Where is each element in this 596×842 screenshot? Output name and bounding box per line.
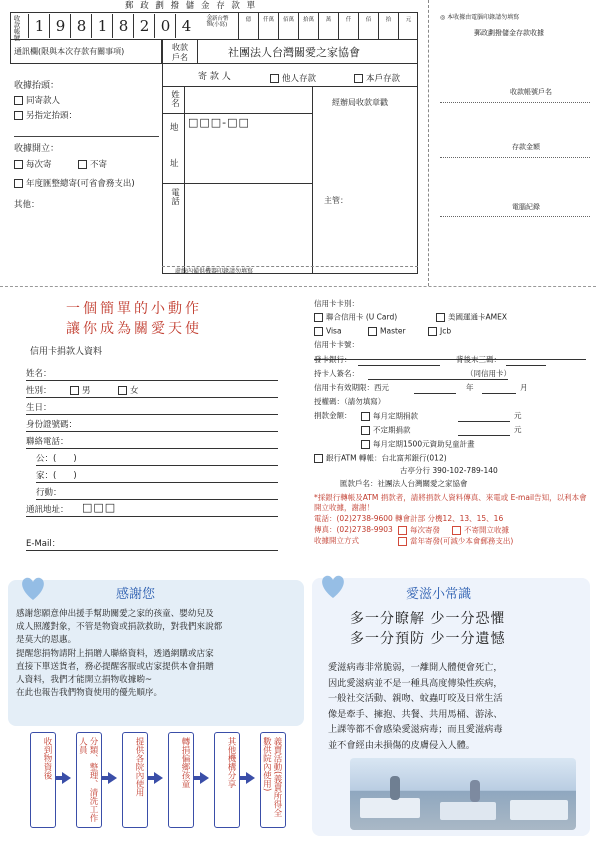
atm-note: *採銀行轉帳及ATM 捐款者，請將捐款人資料傳真、來電或 E-mail告知，以利本會開立收據，謝謝！: [314, 493, 587, 512]
receipt-col-line-2: [440, 157, 590, 158]
card-receipt-each-text: 每次寄發: [410, 525, 440, 535]
account-digit: 8: [70, 14, 92, 38]
depositor-box: [162, 64, 418, 274]
amount-unit-cell[interactable]: [278, 12, 298, 40]
amount-irregular-checkbox[interactable]: [361, 426, 370, 435]
aids-slogan-2: 多一分預防 少一分遺憾: [350, 631, 506, 647]
deduct-same[interactable]: [14, 96, 60, 106]
card-type-amex[interactable]: [436, 313, 507, 322]
receipt-year[interactable]: [14, 179, 135, 189]
thanks-body: [16, 608, 300, 700]
personal-field-label: 行動：: [36, 486, 66, 498]
yuan-2: 元: [514, 425, 522, 434]
amount-monthly-line[interactable]: [458, 421, 510, 422]
amount-monthly-checkbox[interactable]: [361, 412, 370, 421]
personal-field-row[interactable]: [36, 451, 278, 466]
receipt-each-opt[interactable]: [398, 526, 440, 535]
amount-unit-cell[interactable]: [258, 12, 278, 40]
personal-field-row[interactable]: [36, 485, 278, 500]
comm-label: 通訊欄(限與本次存款有關事項): [14, 47, 125, 56]
flow-step: 義賣活動(義賣所得全數供院內使用): [260, 732, 286, 828]
address-hline: [162, 183, 312, 184]
personal-field-label: 生日：: [26, 401, 56, 413]
aids-line: 一般社交活動、親吻、蚊蟲叮咬及日常生活: [328, 693, 503, 704]
thanks-line: 直接下單送貨者，務必提醒客服或店家提供本會捐贈: [16, 661, 214, 672]
depositor-vline: [184, 86, 185, 274]
personal-checkbox[interactable]: [270, 74, 279, 83]
self-checkbox[interactable]: [354, 74, 363, 83]
amount-unit-label: 佰萬: [282, 17, 294, 23]
amount-unit-cell[interactable]: [298, 12, 318, 40]
amount-child-text: 每月定期1500元資助兒童計畫: [373, 439, 475, 449]
stamp-label: 經辦局收款章戳: [332, 98, 388, 107]
auth-label: 授權碼：（請勿填寫）: [314, 397, 386, 406]
account-digit: 2: [133, 14, 155, 38]
photo-bed-2: [440, 802, 496, 820]
hospital-photo: [350, 758, 576, 830]
deduct-same-checkbox[interactable]: [14, 96, 23, 105]
depositor-label: 寄 款 人: [198, 72, 231, 82]
deduct-other-text: 另指定抬頭：: [26, 111, 78, 121]
addr-postal-boxes[interactable]: □□□: [82, 501, 117, 514]
receipt-col-payee: 收款帳號戶名: [510, 88, 552, 96]
photo-person-2: [470, 780, 480, 802]
card-no-label: 信用卡卡號：: [314, 340, 359, 349]
deduct-other-line: [14, 136, 159, 137]
account-digit: 1: [28, 14, 50, 38]
address-label-2: 址: [170, 159, 179, 169]
aids-slogan-1: 多一分瞭解 少一分恐懼: [350, 611, 506, 627]
receipt-none[interactable]: [78, 160, 107, 170]
amount-label: 金額: [205, 14, 212, 26]
card-receipt-none-text: 不寄開立收據: [464, 525, 509, 535]
amex-text: 美國運通卡AMEX: [448, 312, 507, 322]
thanks-title: 感謝您: [116, 587, 156, 602]
amount-label: 捐款金額：: [314, 411, 352, 420]
account-digit: 1: [91, 14, 113, 38]
master-text: Master: [380, 326, 406, 336]
aids-body: [328, 660, 584, 753]
supervisor-label: 主管：: [324, 196, 348, 205]
machine-note: ◎ 本收據由電腦印錄請勿填寫: [440, 14, 520, 21]
thanks-line: 人資料，我們才能開立捐物收據喲~: [16, 675, 153, 686]
phone-line: 電話：(02)2738-9600 轉會計部 分機12、13、15、16: [314, 514, 504, 523]
personal-field-label: E-Mail：: [26, 537, 64, 549]
flow-arrow-icon: [62, 772, 71, 784]
personal-text: 他人存款: [282, 74, 317, 84]
slogan-1: 一個簡單的小動作: [66, 301, 202, 317]
amount-child-checkbox[interactable]: [361, 440, 370, 449]
month-label: 月: [520, 383, 528, 392]
aids-line: 並不會經由未損傷的皮膚侵入人體。: [328, 739, 475, 751]
receipt-col-line-1: [440, 102, 590, 103]
personal-field-row[interactable]: [26, 502, 278, 517]
fax-line: 傳真：(02)2738-9903: [314, 525, 393, 534]
atm-text: 銀行ATM 轉帳：台北富邦銀行(012): [326, 453, 447, 463]
aids-line: 愛滋病毒非常脆弱，一離開人體便會死亡，: [328, 662, 503, 673]
photo-bed-3: [510, 800, 568, 820]
flow-step: 提供各院內使用: [122, 732, 148, 828]
heart-icon-right: [318, 572, 348, 600]
gender-checkbox[interactable]: [118, 386, 127, 395]
personal-field-row[interactable]: [26, 536, 278, 551]
account-digit: 9: [49, 14, 71, 38]
gender-option[interactable]: [70, 384, 91, 396]
holder-sign-line[interactable]: [368, 379, 508, 380]
photo-bed-1: [360, 798, 420, 818]
payee-divider: [197, 40, 198, 64]
depositor-vline-2: [312, 86, 313, 274]
amount-unit-label: 佰: [365, 17, 372, 23]
amount-unit-label: 萬: [325, 17, 332, 23]
personal-field-label: 性別：: [26, 384, 56, 396]
perforation-line: [428, 0, 429, 286]
visa-text: Visa: [326, 326, 342, 336]
card-receipt-each-checkbox[interactable]: [398, 526, 407, 535]
receipt-none-checkbox[interactable]: [78, 160, 87, 169]
receipt-method: 收據開立方式: [314, 536, 359, 545]
account-digit: 0: [154, 14, 176, 38]
amount-sub: 新台幣(小寫): [212, 16, 229, 29]
depositor-self[interactable]: [354, 74, 400, 84]
amount-monthly[interactable]: [361, 412, 418, 421]
gender-text: 女: [130, 386, 139, 396]
flow-arrow-icon: [108, 772, 117, 784]
photo-person: [390, 776, 400, 800]
thanks-line: 感謝您願意伸出援手幫助關愛之家的孩童、嬰幼兒及: [16, 609, 214, 619]
other-label: 其他：: [14, 200, 40, 210]
amount-unit-label: 元: [405, 17, 412, 23]
thanks-line: 是莫大的恩惠。: [16, 635, 77, 646]
slip-header-title: 郵 政 劃 撥 儲 金 存 款 單: [125, 1, 258, 11]
name-label: 姓名: [169, 90, 180, 107]
personal-title: 信用卡捐款人資料: [30, 347, 103, 357]
atm-checkbox[interactable]: [314, 454, 323, 463]
depositor-hline: [162, 86, 418, 87]
amount-monthly-text: 每月定期捐款: [373, 411, 418, 421]
card-receipt-none-checkbox[interactable]: [452, 526, 461, 535]
ucard-text: 聯合信用卡 (U Card): [326, 312, 398, 322]
amount-unit-cell[interactable]: [238, 12, 258, 40]
postal-slip: [0, 0, 596, 290]
personal-field-row[interactable]: [26, 417, 278, 432]
jcb-text: Jcb: [440, 326, 452, 336]
amount-irregular[interactable]: [361, 426, 411, 435]
holder-sign-label: 持卡人簽名：: [314, 369, 359, 378]
aids-line: 上課等都不會感染愛滋病毒；而且愛滋病毒: [328, 724, 503, 735]
slip-bottom-dash: [162, 266, 418, 267]
same-card-note: （同信用卡）: [466, 369, 511, 378]
amount-irregular-line[interactable]: [458, 435, 510, 436]
thanks-line: 提醒您捐物請附上捐贈人聯絡資料，透過網購或店家: [16, 648, 214, 659]
personal-field-label: 身份證號碼：: [26, 418, 81, 430]
card-type-visa[interactable]: [314, 327, 342, 336]
amount-unit-label: 拾萬: [302, 17, 314, 23]
thanks-line: 成人照護對象，不管是物資或捐款救助，對我們來說都: [16, 622, 223, 633]
jcb-checkbox[interactable]: [428, 327, 437, 336]
amount-irregular-text: 不定期捐款: [373, 425, 411, 435]
slip-bottom-note: 虛線內備供機器印錄請勿填寫: [175, 268, 254, 275]
amount-unit-cell[interactable]: [358, 12, 378, 40]
personal-field-label: 聯絡電話：: [26, 435, 73, 447]
receipt-year-checkbox[interactable]: [14, 179, 23, 188]
card-form-right: [306, 290, 596, 560]
receipt-each-checkbox[interactable]: [14, 160, 23, 169]
flow-arrow-icon: [154, 772, 163, 784]
personal-field-label: 姓名：: [26, 367, 56, 379]
flow-arrow-icon: [246, 772, 255, 784]
flow-step: 轉捐偏鄉孩童: [168, 732, 194, 828]
atm-branch: 古亭分行 390-102-789-140: [400, 466, 498, 475]
visa-checkbox[interactable]: [314, 327, 323, 336]
card-receipt-year-checkbox[interactable]: [398, 537, 407, 546]
issuer-label: 發卡銀行：: [314, 355, 352, 364]
expiry-month-line[interactable]: [482, 393, 516, 394]
slogan-2: 讓你成為關愛天使: [66, 321, 202, 337]
deduct-other[interactable]: [14, 111, 77, 121]
address-label-1: 地: [170, 123, 179, 133]
personal-field-label: 公：( ): [36, 452, 81, 464]
gender-checkbox[interactable]: [70, 386, 79, 395]
card-receipt-year-text: 當年寄發(可減少本會郵務支出): [410, 536, 514, 546]
donation-flow: [10, 728, 300, 836]
account-digit: 8: [112, 14, 134, 38]
receipt-col-record: 電腦紀錄: [512, 203, 540, 211]
depositor-personal[interactable]: [270, 74, 316, 84]
receipt-each-text: 每次寄: [26, 160, 52, 170]
receipt-none-opt[interactable]: [452, 526, 509, 535]
aids-title: 愛滋小常識: [406, 587, 472, 602]
personal-field-row[interactable]: [26, 400, 278, 415]
phone-label: 電話: [169, 188, 180, 205]
amount-unit-label: 億: [245, 17, 252, 23]
amount-unit-label: 拾: [385, 17, 392, 23]
flow-step: 分類、整理、清洗工作人員: [76, 732, 102, 828]
back-code-label: 背後末三碼：: [456, 355, 501, 364]
amount-unit-label: 仟萬: [262, 17, 274, 23]
card-type-master[interactable]: [368, 327, 406, 336]
card-type-title: 信用卡卡別：: [314, 299, 359, 308]
card-no-line[interactable]: [314, 359, 586, 360]
year-label: 年: [466, 383, 474, 392]
atm-account-name: 匯款戶名：社團法人台灣關愛之家協會: [340, 479, 468, 488]
gender-text: 男: [82, 386, 91, 396]
receipt-year-text: 年度匯整總寄(可省會務支出): [26, 179, 135, 189]
personal-field-row[interactable]: [26, 366, 278, 381]
payee-name: 社團法人台灣關愛之家協會: [228, 46, 360, 59]
deduct-same-text: 同寄款人: [26, 96, 61, 106]
atm-label[interactable]: [314, 454, 447, 463]
personal-field-row[interactable]: [36, 468, 278, 483]
back-code-line[interactable]: [506, 365, 546, 366]
amount-unit-cell[interactable]: [378, 12, 398, 40]
postal-boxes[interactable]: □□□-□□: [188, 116, 250, 129]
name-hline: [162, 113, 312, 114]
amount-unit-cell[interactable]: [338, 12, 358, 40]
thanks-line: 在此也報告我們物資使用的優先順序。: [16, 688, 163, 699]
yuan-1: 元: [514, 411, 522, 420]
receipt-col-amount: 存款金額: [512, 143, 540, 151]
card-form-left: [0, 290, 300, 560]
heart-icon: [18, 574, 48, 602]
account-label: 收款帳號: [12, 15, 21, 41]
amount-unit-label: 仟: [345, 17, 352, 23]
receipt-col-line-3: [440, 216, 590, 217]
payee-label-1: 收款: [172, 43, 188, 52]
receipt-each[interactable]: [14, 160, 52, 170]
amount-child[interactable]: [361, 440, 475, 449]
receipt-title: 郵政劃撥儲金存款收據: [474, 29, 544, 37]
amount-unit-cell[interactable]: [398, 12, 418, 40]
expiry-label: 信用卡有效期限：西元: [314, 383, 389, 392]
deduct-title: 收據抬頭：: [14, 81, 60, 91]
card-type-ucard[interactable]: [314, 313, 397, 322]
receipt-year-opt[interactable]: [398, 537, 513, 546]
ucard-checkbox[interactable]: [314, 313, 323, 322]
flow-step: 收到物資後: [30, 732, 56, 828]
master-checkbox[interactable]: [368, 327, 377, 336]
aids-line: 像是牽手、擁抱、共餐、共用馬桶、游泳、: [328, 708, 503, 720]
receipt-none-text: 不寄: [90, 160, 108, 170]
account-digit: 4: [175, 14, 197, 38]
amount-unit-cell[interactable]: [318, 12, 338, 40]
flow-step: 其他機構分享: [214, 732, 240, 828]
personal-field-row[interactable]: [26, 434, 278, 449]
payee-label-2: 戶名: [172, 53, 188, 62]
card-type-jcb[interactable]: [428, 327, 451, 336]
slip-cut-line: [0, 286, 596, 287]
receipt-open-title: 收據開立：: [14, 144, 60, 154]
flow-arrow-icon: [200, 772, 209, 784]
deduct-other-checkbox[interactable]: [14, 111, 23, 120]
personal-field-label: 家：( ): [36, 469, 81, 481]
self-text: 本戶存款: [366, 74, 401, 84]
gender-option[interactable]: [118, 384, 139, 396]
issuer-line[interactable]: [358, 365, 440, 366]
amex-checkbox[interactable]: [436, 313, 445, 322]
personal-field-row[interactable]: [26, 383, 278, 398]
aids-line: 因此愛滋病並不是一種具高度傳染性疾病，: [328, 677, 503, 689]
expiry-year-line[interactable]: [414, 393, 456, 394]
personal-field-label: 通訊地址：: [26, 503, 73, 515]
